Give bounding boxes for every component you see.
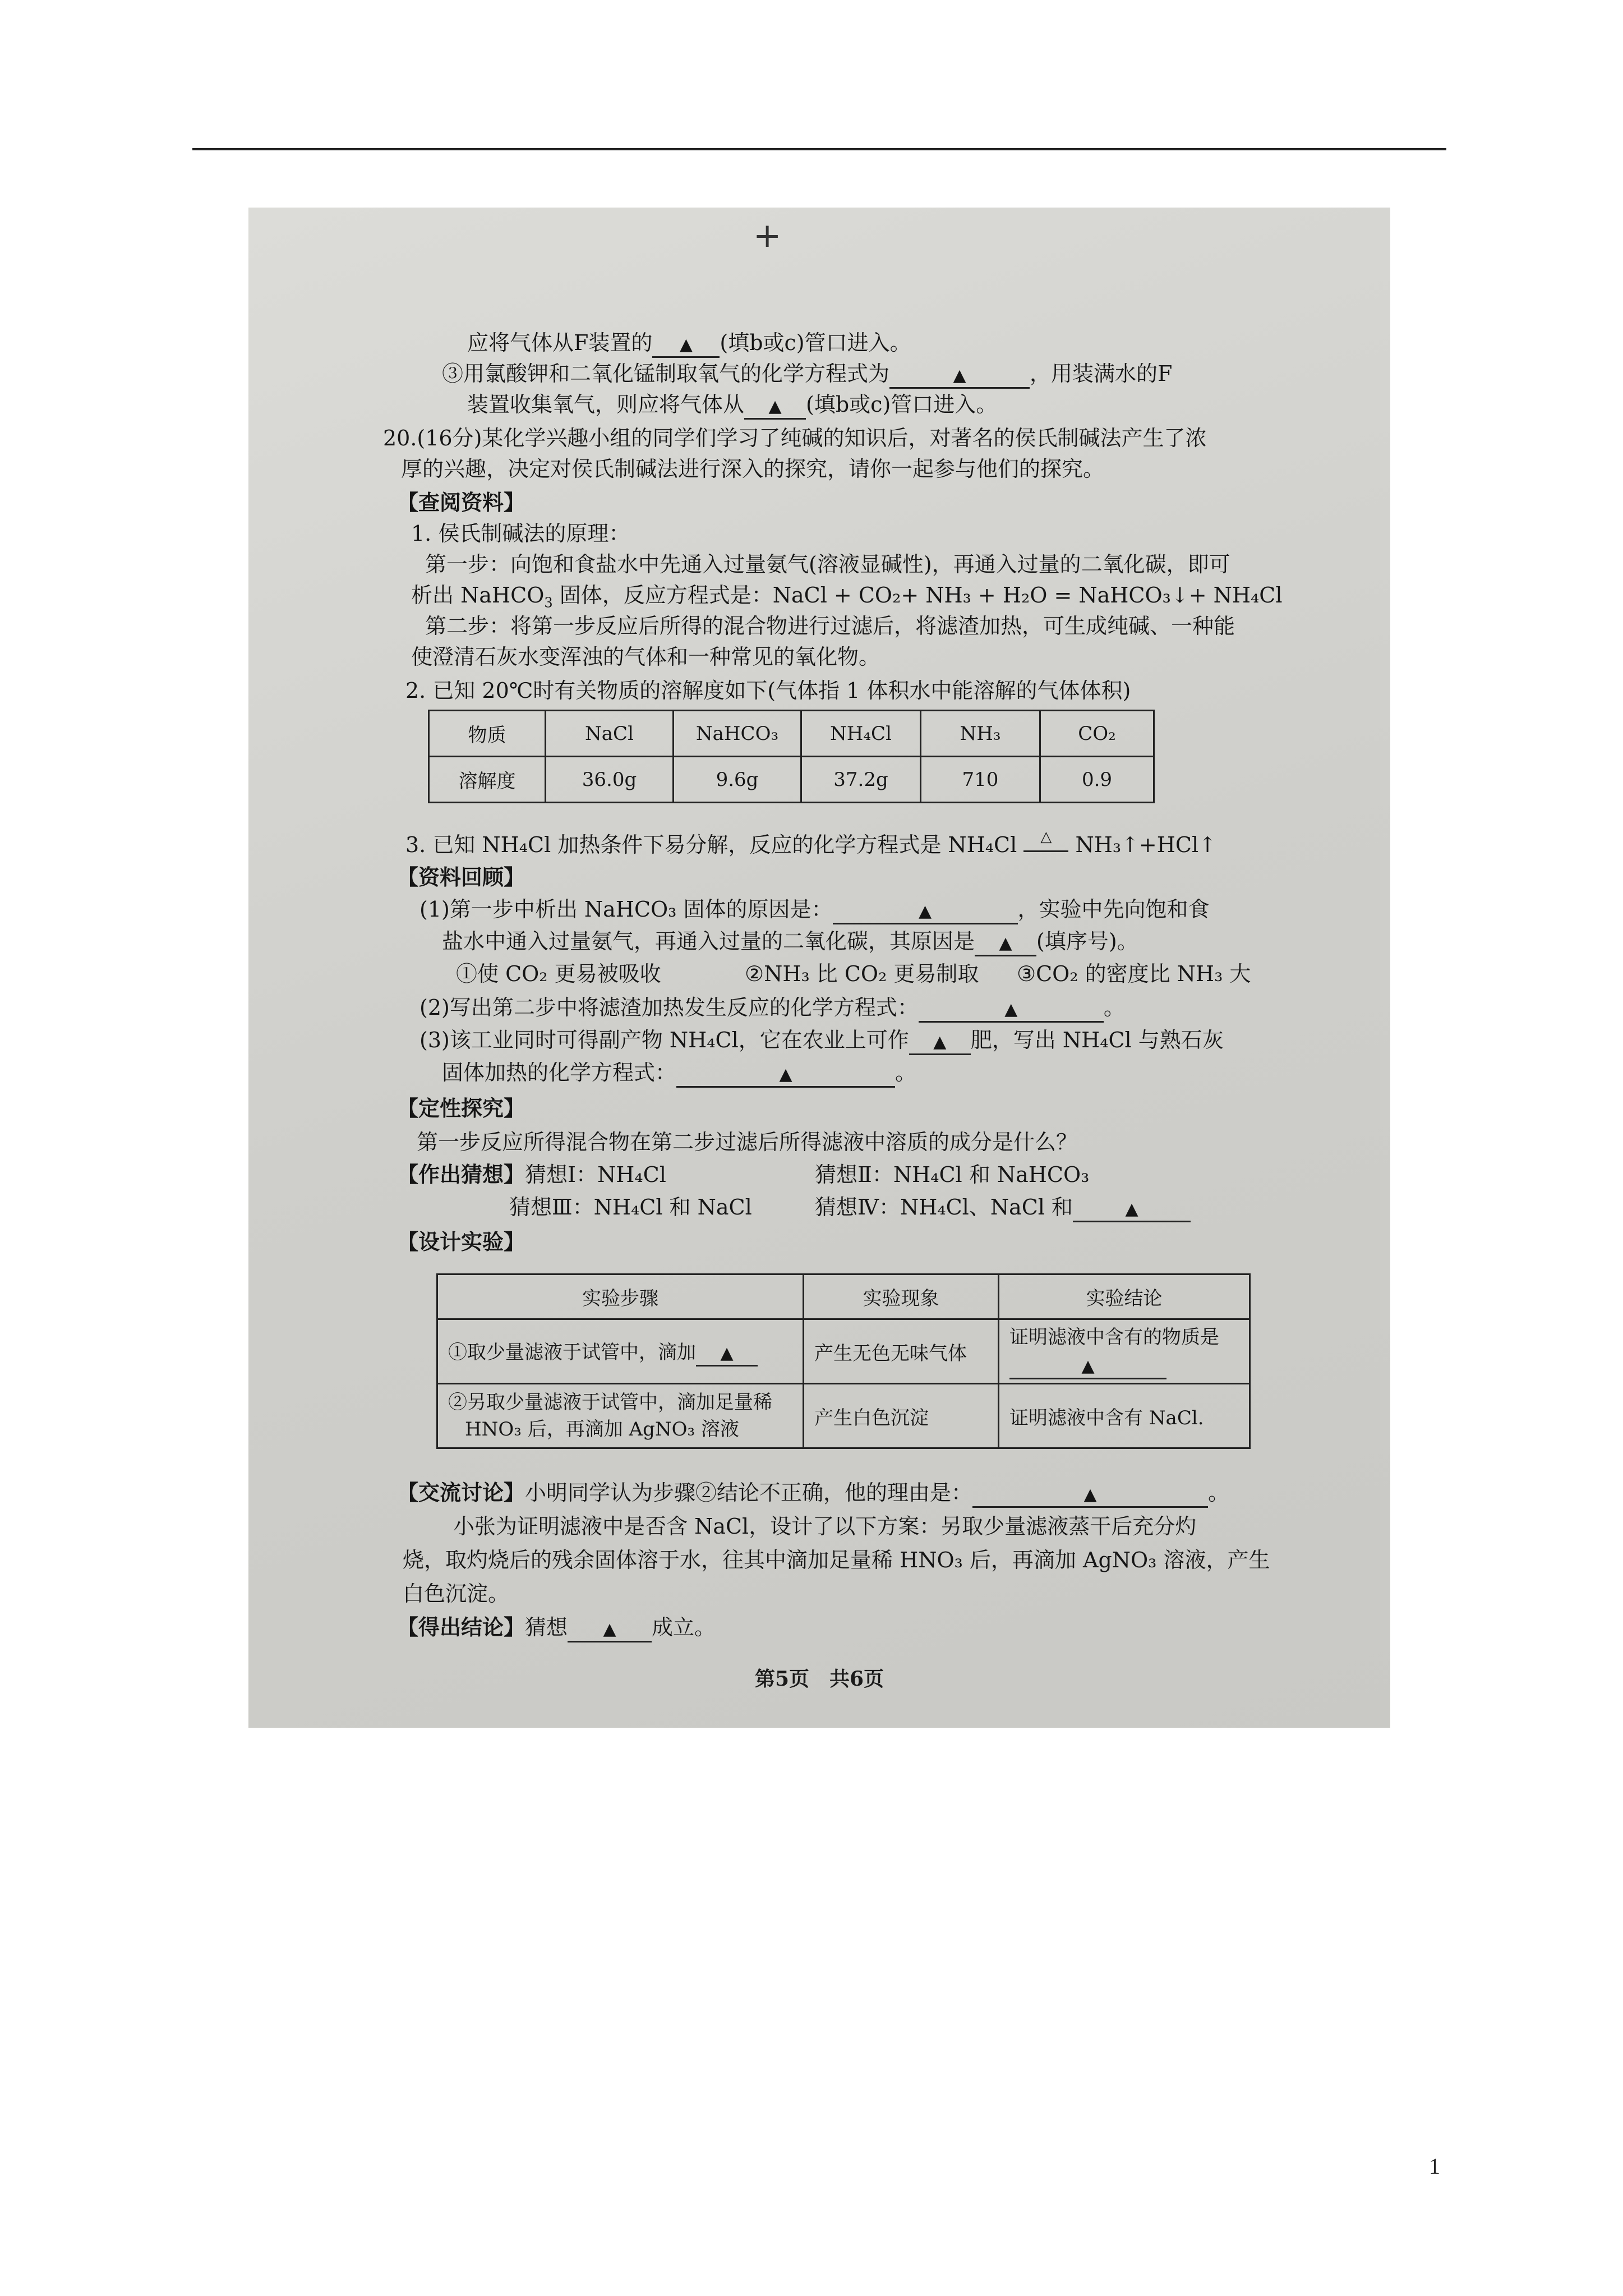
table-cell: 实验结论	[999, 1274, 1250, 1319]
table-cell: 37.2g	[801, 757, 921, 803]
table-cell: 证明滤液中含有的物质是 ▲	[999, 1319, 1250, 1384]
review-1-b: 盐水中通入过量氨气，再通入过量的二氧化碳，其原因是 ▲ (填序号)。	[442, 927, 1138, 956]
table-cell: ②另取少量滤液于试管中，滴加足量稀 HNO₃ 后，再滴加 AgNO₃ 溶液	[437, 1384, 804, 1448]
table-row	[429, 711, 1154, 757]
table-cell: NH₃	[921, 711, 1040, 757]
discussion: 【交流讨论】小明同学认为步骤②结论不正确，他的理由是： ▲ 。	[397, 1478, 1229, 1508]
decomposition-equation: 3. 已知 NH₄Cl 加热条件下易分解，反应的化学方程式是 NH₄Cl △ NH₃↑+HCl↑	[405, 829, 1216, 857]
table-cell: NH₄Cl	[801, 711, 921, 757]
section-review: 【资料回顾】	[397, 864, 525, 890]
table-row	[437, 1274, 1250, 1319]
table-row	[437, 1384, 1250, 1448]
principle-step2-a: 第二步：将第一步反应后所得的混合物进行过滤后，将滤渣加热，可生成纯碱、一种能	[425, 614, 1235, 638]
table-cell: 36.0g	[546, 757, 674, 803]
scanned-exam-photo	[248, 208, 1390, 1728]
line-2: ③用氯酸钾和二氧化锰制取氧气的化学方程式为 ▲ ，用装满水的F	[442, 359, 1172, 389]
table-row	[429, 757, 1154, 803]
principle-step1-a: 第一步：向饱和食盐水中先通入过量氨气(溶液显碱性)，再通入过量的二氧化碳，即可	[425, 552, 1230, 577]
review-3-b: 固体加热的化学方程式： ▲ 。	[442, 1058, 916, 1088]
question-20-line-2: 厚的兴趣，决定对侯氏制碱法进行深入的探究，请你一起参与他们的探究。	[401, 457, 1105, 481]
principle-step2-b: 使澄清石灰水变浑浊的气体和一种常见的氧化物。	[411, 645, 880, 669]
table-cell: NaCl	[546, 711, 674, 757]
table-cell: CO₂	[1040, 711, 1154, 757]
line-3: 装置收集氧气，则应将气体从 ▲ (填b或c)管口进入。	[467, 390, 997, 420]
section-lookup: 【查阅资料】	[397, 490, 525, 515]
guess-4: 猜想Ⅳ：NH₄Cl、NaCl 和 ▲	[815, 1193, 1191, 1222]
registration-mark-icon: +	[753, 216, 782, 255]
conclusion: 【得出结论】猜想 ▲ 成立。	[397, 1613, 716, 1642]
table-cell: NaHCO₃	[674, 711, 801, 757]
exam-page-footer: 第5页 共6页	[754, 1667, 884, 1691]
heat-condition: △	[1023, 837, 1068, 852]
table-cell: 实验现象	[804, 1274, 999, 1319]
zhang-plan-1: 小张为证明滤液中是否含 NaCl，设计了以下方案：另取少量滤液蒸干后充分灼	[453, 1514, 1197, 1539]
experiment-table	[436, 1273, 1251, 1449]
review-option-2: ②NH₃ 比 CO₂ 更易制取	[745, 961, 979, 986]
guess-3: 猜想Ⅲ：NH₄Cl 和 NaCl	[509, 1195, 752, 1220]
table-cell: 710	[921, 757, 1040, 803]
table-cell: ①取少量滤液于试管中，滴加 ▲	[437, 1319, 804, 1384]
question-20-line-1: 20.(16分)某化学兴趣小组的同学们学习了纯碱的知识后，对著名的侯氏制碱法产生了浓	[383, 426, 1207, 450]
table-cell: 物质	[429, 711, 546, 757]
table-cell: 产生白色沉淀	[804, 1384, 999, 1448]
line-1: 应将气体从F装置的 ▲ (填b或c)管口进入。	[467, 328, 911, 358]
section-design: 【设计实验】	[397, 1229, 525, 1254]
page-number: 1	[1429, 2154, 1440, 2179]
principle-title: 1. 侯氏制碱法的原理：	[411, 521, 630, 546]
table-cell: 产生无色无味气体	[804, 1319, 999, 1384]
review-2: (2)写出第二步中将滤渣加热发生反应的化学方程式： ▲ 。	[419, 993, 1125, 1023]
header-rule	[192, 148, 1446, 150]
section-qualitative: 【定性探究】	[397, 1096, 525, 1121]
solubility-table	[428, 710, 1155, 803]
table-cell: 溶解度	[429, 757, 546, 803]
qualitative-question: 第一步反应所得混合物在第二步过滤后所得滤液中溶质的成分是什么？	[417, 1130, 1078, 1154]
principle-step1-b: 析出 NaHCO$_3$ 固体，反应方程式是：NaCl + CO₂+ NH₃ + H₂O = NaHCO₃↓+ NH₄Cl	[411, 583, 1283, 611]
table-cell: 实验步骤	[437, 1274, 804, 1319]
table-cell: 证明滤液中含有 NaCl.	[999, 1384, 1250, 1448]
table-cell: 9.6g	[674, 757, 801, 803]
table-cell: 0.9	[1040, 757, 1154, 803]
review-3-a: (3)该工业同时可得副产物 NH₄Cl，它在农业上可作 ▲ 肥，写出 NH₄Cl 与熟石灰	[419, 1025, 1224, 1055]
table-row	[437, 1319, 1250, 1384]
guess-row-1: 【作出猜想】猜想Ⅰ：NH₄Cl	[397, 1162, 666, 1187]
solubility-intro: 2. 已知 20℃时有关物质的溶解度如下(气体指 1 体积水中能溶解的气体体积)	[405, 678, 1131, 703]
zhang-plan-2: 烧，取灼烧后的残余固体溶于水，往其中滴加足量稀 HNO₃ 后，再滴加 AgNO₃ 溶液，产生	[403, 1548, 1270, 1572]
zhang-plan-3: 白色沉淀。	[403, 1581, 510, 1606]
review-option-1: ①使 CO₂ 更易被吸收	[456, 961, 661, 986]
review-option-3: ③CO₂ 的密度比 NH₃ 大	[1017, 961, 1251, 986]
guess-2: 猜想Ⅱ：NH₄Cl 和 NaHCO₃	[815, 1162, 1090, 1187]
review-1-a: (1)第一步中析出 NaHCO₃ 固体的原因是： ▲ ，实验中先向饱和食	[419, 895, 1210, 924]
